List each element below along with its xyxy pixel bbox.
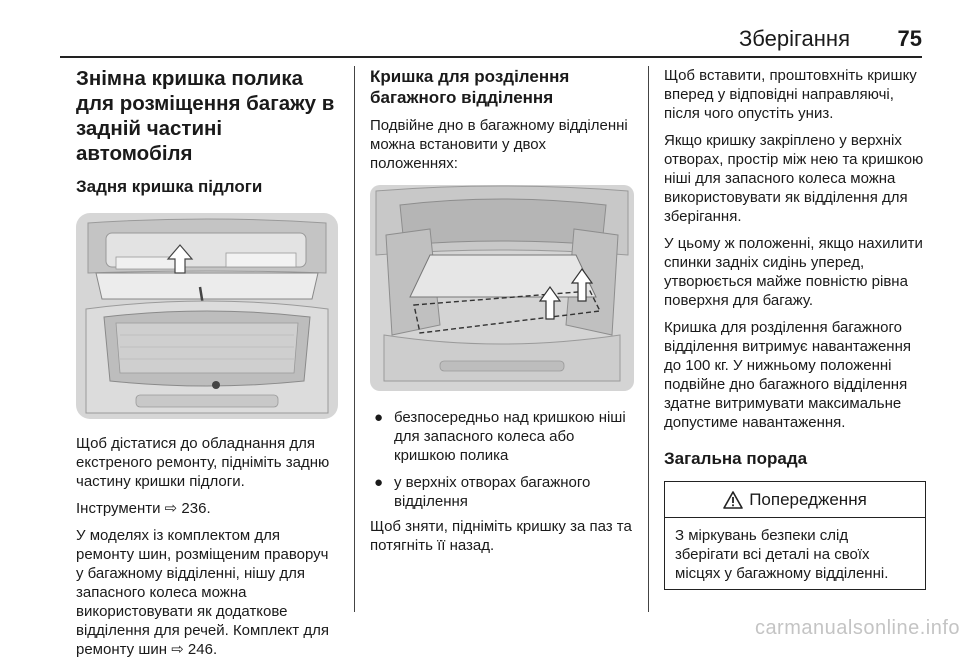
column-divider-1	[354, 66, 355, 612]
warning-triangle-icon	[723, 491, 743, 509]
subsection-heading: Задня кришка підлоги	[76, 177, 263, 196]
list-item	[370, 408, 634, 465]
warning-title: Попередження	[749, 489, 867, 509]
load-compartment-floor-illustration	[370, 185, 634, 391]
trunk-floor-cover-illustration	[76, 213, 338, 419]
paragraph-max-load: Кришка для розділення багажного відділення витримує навантаження до 100 кг. У нижньому положенні подвійне дно багажного відділення здатне витримувати максимальне допустиме навантаження.	[664, 319, 911, 431]
subsection-heading-general: Загальна порада	[664, 449, 808, 468]
warning-text: З міркувань безпеки слід зберігати всі деталі на своїх місцях у багажному відділенні.	[675, 527, 889, 582]
paragraph-positions: Подвійне дно в багажному відділенні можна встановити у двох положеннях:	[370, 117, 628, 172]
paragraph-tyre-kit: У моделях із комплектом для ремонту шин, розміщеним праворуч у багажному відділенні, нішу для запасного колеса можна використовувати як додаткове відділення для речей. Комплект для ремонту шин ⇨ 246.	[76, 527, 329, 658]
section-title: Зберігання	[739, 26, 850, 51]
warning-header	[665, 482, 925, 518]
warning-box	[664, 481, 926, 590]
list-item-text: безпосередньо над кришкою ніші для запасного колеса або кришкою полика	[394, 409, 626, 464]
page-number: 75	[897, 26, 922, 51]
section-heading-2: Кришка для розділення багажного відділення	[370, 67, 570, 107]
paragraph-remove: Щоб зняти, підніміть кришку за паз та потягніть її назад.	[370, 518, 632, 554]
page-header	[60, 26, 922, 56]
list-item-text: у верхніх отворах багажного відділення	[394, 474, 591, 510]
column-1	[76, 66, 338, 659]
bullet-glyph: ●	[374, 474, 384, 491]
paragraph-tools-ref: Інструменти ⇨ 236.	[76, 500, 211, 517]
paragraph-access: Щоб дістатися до обладнання для екстреного ремонту, підніміть задню частину кришки підлоги.	[76, 435, 330, 490]
column-divider-2	[648, 66, 649, 612]
section-heading: Знімна кришка полика для розміщення багажу в задній частині автомобіля	[76, 67, 335, 165]
paragraph-insert: Щоб вставити, проштовхніть кришку вперед у відповідні направляючі, після чого опустіть униз.	[664, 67, 917, 122]
bullet-glyph: ●	[374, 409, 384, 426]
position-list	[370, 408, 634, 511]
column-2	[370, 66, 634, 555]
paragraph-flat-surface: У цьому ж положенні, якщо нахилити спинки задніх сидінь уперед, утворюється майже повністю рівна поверхня для багажу.	[664, 235, 923, 309]
list-item	[370, 473, 634, 511]
header-rule	[60, 56, 922, 58]
column-3	[664, 66, 926, 590]
watermark: carmanualsonline.info	[754, 617, 960, 639]
paragraph-upper-position: Якщо кришку закріплено у верхніх отворах, простір між нею та кришкою ніші для запасного колеса можна використовувати як відділення для зберігання.	[664, 132, 924, 225]
